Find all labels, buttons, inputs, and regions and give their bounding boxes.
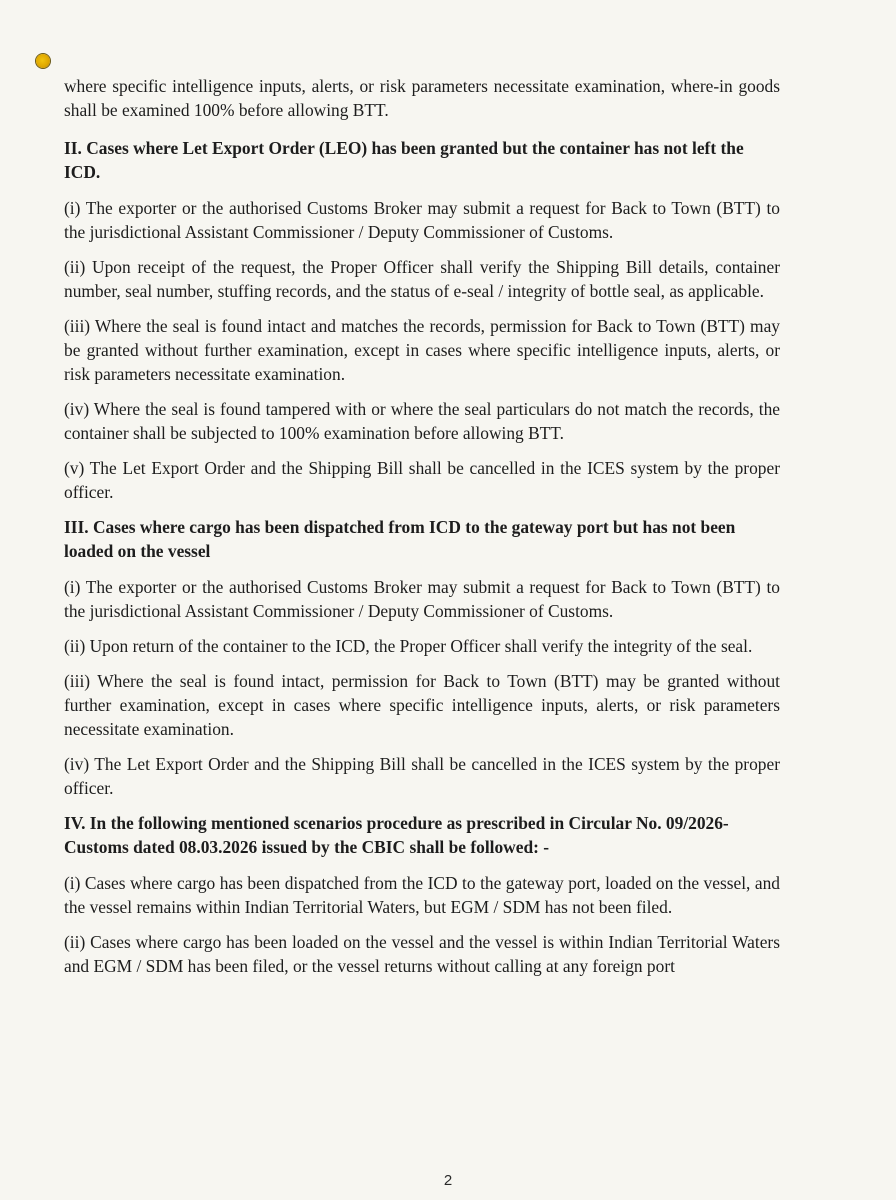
section-iii-paragraph-iv: (iv) The Let Export Order and the Shipping Bill shall be cancelled in the ICES system by the proper officer. (64, 754, 780, 798)
page-number: 2 (443, 1172, 453, 1189)
punch-hole-mark (36, 54, 50, 68)
section-ii-paragraph-i: (i) The exporter or the authorised Customs Broker may submit a request for Back to Town (BTT) to the jurisdictional Assistant Commissioner / Deputy Commissioner of Customs. (64, 198, 780, 242)
section-heading-ii: II. Cases where Let Export Order (LEO) has been granted but the container has not left the ICD. (64, 138, 744, 182)
section-iv-paragraph-ii: (ii) Cases where cargo has been loaded on the vessel and the vessel is within Indian Territorial Waters and EGM / SDM has been filed, or the vessel returns without calling at any foreign port (64, 932, 780, 976)
section-iii-paragraph-i: (i) The exporter or the authorised Customs Broker may submit a request for Back to Town (BTT) to the jurisdictional Assistant Commissioner / Deputy Commissioner of Customs. (64, 577, 780, 621)
section-iv-paragraph-i: (i) Cases where cargo has been dispatched from the ICD to the gateway port, loaded on the vessel, and the vessel remains within Indian Territorial Waters, but EGM / SDM has not been filed. (64, 873, 780, 917)
section-ii-paragraph-v: (v) The Let Export Order and the Shipping Bill shall be cancelled in the ICES system by the proper officer. (64, 458, 780, 502)
section-iii-paragraph-iii: (iii) Where the seal is found intact, permission for Back to Town (BTT) may be granted without further examination, except in cases where specific intelligence inputs, alerts, or risk parameters necessitate examination. (64, 671, 780, 739)
opening-paragraph: where specific intelligence inputs, alerts, or risk parameters necessitate examination, where-in goods shall be examined 100% before allowing BTT. (64, 76, 780, 120)
section-ii-paragraph-ii: (ii) Upon receipt of the request, the Proper Officer shall verify the Shipping Bill details, container number, seal number, stuffing records, and the status of e-seal / integrity of bottle seal, as applicable. (64, 257, 780, 301)
section-ii-paragraph-iii: (iii) Where the seal is found intact and matches the records, permission for Back to Town (BTT) may be granted without further examination, except in cases where specific intelligence inputs, alerts, or risk parameters necessitate examination. (64, 316, 780, 384)
section-iii-paragraph-ii: (ii) Upon return of the container to the ICD, the Proper Officer shall verify the integrity of the seal. (64, 636, 753, 656)
section-heading-iv: IV. In the following mentioned scenarios procedure as prescribed in Circular No. 09/2026-Customs dated 08.03.2026 issued by the CBIC shall be followed: - (64, 813, 729, 857)
document-body (64, 74, 780, 989)
section-ii-paragraph-iv: (iv) Where the seal is found tampered with or where the seal particulars do not match the records, the container shall be subjected to 100% examination before allowing BTT. (64, 399, 780, 443)
section-heading-iii: III. Cases where cargo has been dispatched from ICD to the gateway port but has not been loaded on the vessel (64, 517, 736, 561)
